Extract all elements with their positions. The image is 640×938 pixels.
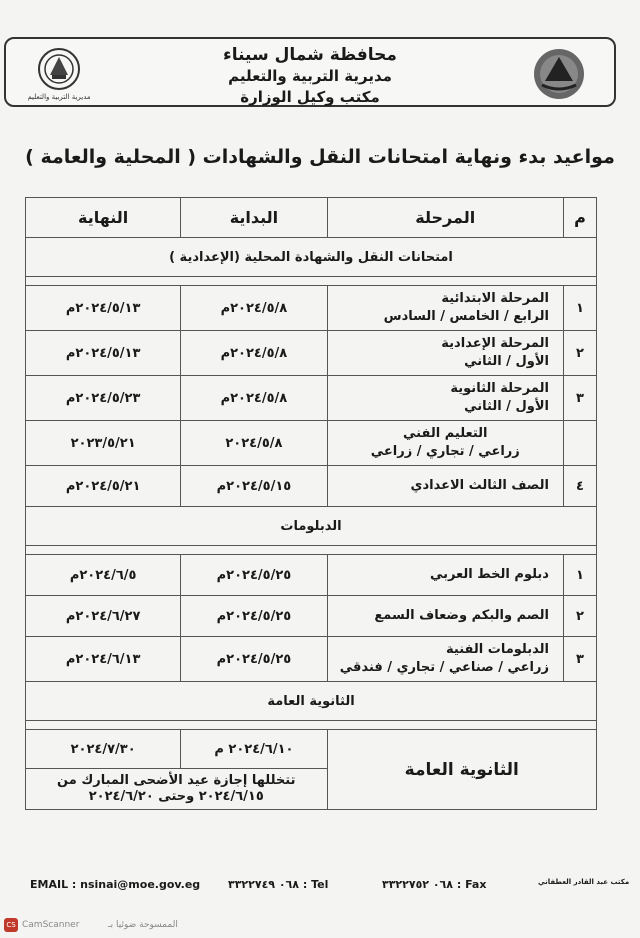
row-stage: الصف الثالث الاعدادي [327, 466, 563, 507]
row-start: ٢٠٢٤/٥/٢٥م [181, 637, 327, 682]
row-start: ٢٠٢٤/٥/٨م [181, 376, 327, 421]
row-end: ٢٠٢٤/٥/٢١م [26, 466, 181, 507]
row-stage: الدبلومات الفنية زراعي / صناعي / تجاري / فندقي [327, 637, 563, 682]
camscanner-arabic: الممسوحة ضوئيا بـ [108, 920, 178, 930]
row-end: ٢٠٢٤/٥/١٣م [26, 331, 181, 376]
row-num: ١ [563, 555, 596, 596]
footer-fax: Fax : ٠٦٨ ٣٣٢٢٧٥٢ [382, 878, 487, 891]
row-stage: الصم والبكم وضعاف السمع [327, 596, 563, 637]
governorate-name: محافظة شمال سيناء [223, 45, 397, 65]
section-transfer-local: امتحانات النقل والشهادة المحلية (الإعدادية ) [26, 238, 597, 277]
row-end: ٢٠٢٤/٦/١٣م [26, 637, 181, 682]
header-num: م [563, 198, 596, 238]
row-start: ٢٠٢٤/٥/١٥م [181, 466, 327, 507]
table-row [26, 730, 597, 769]
row-start: ٢٠٢٤/٥/٨م [181, 286, 327, 331]
section-heading-row [26, 507, 597, 546]
row-end: ٢٠٢٣/٥/٢١ [26, 421, 181, 466]
governorate-emblem [532, 47, 586, 101]
page-title: مواعيد بدء ونهاية امتحانات النقل والشهادات ( المحلية والعامة ) [25, 146, 615, 168]
row-num: ٢ [563, 331, 596, 376]
row-start: ٢٠٢٤/٥/٨م [181, 331, 327, 376]
row-end: ٢٠٢٤/٦/٢٧م [26, 596, 181, 637]
row-start: ٢٠٢٤/٥/٢٥م [181, 555, 327, 596]
section-heading-row [26, 238, 597, 277]
directorate-logo [28, 45, 90, 103]
letterhead-text [136, 45, 484, 108]
table-header-row [26, 198, 597, 238]
row-stage: المرحلة الثانوية الأول / الثاني [327, 376, 563, 421]
section-heading-row [26, 682, 597, 721]
table-row [26, 376, 597, 421]
row-end: ٢٠٢٤/٦/٥م [26, 555, 181, 596]
table-row [26, 555, 597, 596]
row-start: ٢٠٢٤/٦/١٠ م [181, 730, 327, 769]
row-start: ٢٠٢٤/٥/٢٥م [181, 596, 327, 637]
section-general-secondary: الثانوية العامة [26, 682, 597, 721]
header-stage: المرحلة [327, 198, 563, 238]
row-num: ٤ [563, 466, 596, 507]
row-stage: دبلوم الخط العربي [327, 555, 563, 596]
row-num: ١ [563, 286, 596, 331]
footer-tel: Tel : ٠٦٨ ٣٣٢٢٧٤٩ [228, 878, 329, 891]
scanner-watermark [0, 914, 640, 938]
row-end: ٢٠٢٤/٥/٢٣م [26, 376, 181, 421]
letterhead [4, 37, 616, 107]
row-stage: المرحلة الابتدائية الرابع / الخامس / السادس [327, 286, 563, 331]
row-num: ٣ [563, 637, 596, 682]
camscanner-icon: CS [4, 918, 18, 932]
row-num: ٢ [563, 596, 596, 637]
row-start: ٢٠٢٤/٥/٨ [181, 421, 327, 466]
header-end: النهاية [26, 198, 181, 238]
row-end: ٢٠٢٤/٥/١٣م [26, 286, 181, 331]
row-stage: المرحلة الإعدادية الأول / الثاني [327, 331, 563, 376]
row-num [563, 421, 596, 466]
table-row [26, 596, 597, 637]
holiday-note: تتخللها إجازة عيد الأضحى المبارك من ٢٠٢٤/٦/١٥ وحتى ٢٠٢٤/٦/٢٠ [26, 769, 328, 810]
header-start: البداية [181, 198, 327, 238]
camscanner-label: CamScanner [22, 920, 80, 930]
office-name: مكتب وكيل الوزارة [240, 88, 380, 106]
section-diplomas: الدبلومات [26, 507, 597, 546]
exam-schedule-table [25, 197, 597, 810]
row-stage: الثانوية العامة [327, 730, 596, 810]
footer-office: مكتب عبد القادر العطفاني [538, 878, 630, 886]
table-row [26, 466, 597, 507]
directorate-name: مديرية التربية والتعليم [228, 67, 392, 85]
table-row [26, 286, 597, 331]
table-row [26, 331, 597, 376]
row-stage: التعليم الفني زراعي / تجاري / زراعي [327, 421, 563, 466]
table-row [26, 421, 597, 466]
footer-email: EMAIL : nsinai@moe.gov.eg [30, 878, 201, 891]
table-row [26, 637, 597, 682]
row-num: ٣ [563, 376, 596, 421]
footer-contact [0, 878, 640, 902]
row-end: ٢٠٢٤/٧/٣٠ [26, 730, 181, 769]
svg-text:مديرية التربية والتعليم: مديرية التربية والتعليم [28, 93, 90, 101]
